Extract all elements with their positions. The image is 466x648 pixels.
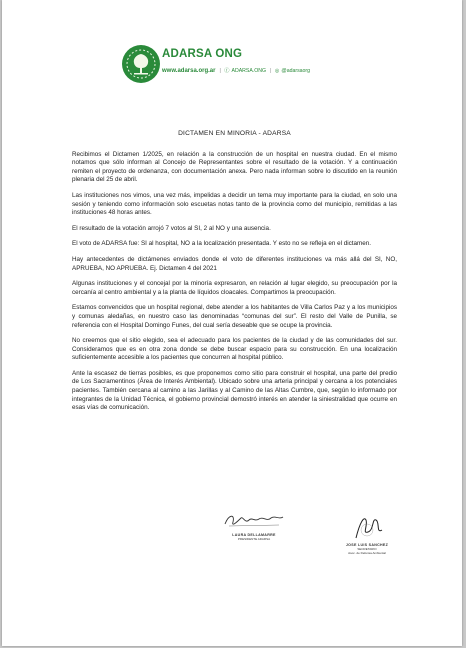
signer-left-name: LAURA DELLAMARRE [232,533,276,537]
signature-left [214,510,294,541]
paragraph-1: Recibimos el Dictamen 1/2025, en relación a la construcción de un hospital en nuestra ciudad. En el mismo notamos que sólo informan al Concejo de Representantes sobre el resultado de la votación. Y a continuación remiten el proyecto de ordenanza, con documentación anexa. Pero nada informan sobre lo discutido en la reunión plenaria del 25 de abril. [72,150,397,184]
website-link[interactable]: www.adarsa.org.ar [162,68,216,74]
facebook-icon: ⓕ [224,68,230,74]
paragraph-3: El resultado de la votación arrojó 7 votos al SI, 2 al NO y una ausencia. [72,224,271,232]
letterhead [122,45,382,89]
handwritten-signature-icon [219,510,289,532]
paragraph-7: Estamos convencidos que un hospital regional, debe atender a los habitantes de Villa Carlos Paz y a los municipios y comunas aledañas, en nuestro caso las denominadas “comunas del sur”. El resto del Valle de Punilla, se referencia con el Hospital Domingo Funes, del cual sería deseable que se ocupe la provincia. [72,304,397,329]
brand-name: ADARSA ONG [162,48,243,60]
tree-icon [122,45,160,83]
document-body [72,130,397,420]
handwritten-signature-icon [342,512,392,542]
paragraph-4: El voto de ADARSA fue: SI al hospital, NO a la localización presentada. Y esto no se refleja en el dictamen. [72,240,372,248]
document-page [2,0,462,646]
instagram-handle[interactable]: @adarsaorg [281,68,311,74]
paragraph-9: Ante la escasez de tierras posibles, es que proponemos como sitio para construir el hospital, una parte del predio de Los Sacramentinos (Área de Interés Ambiental). Ubicado sobre una arteria principal y cercana a los potenciales pacientes. También cercana al camino a las Jarillas y al Camino de las Altas Cumbre, que, según lo informado por integrantes de la Unidad Técnica, el gobierno provincial demostró interés en atender la siniestralidad que ocurre en esas vías de comunicación. [72,369,397,412]
paragraph-2: Las instituciones nos vimos, una vez más, impelidas a decidir un tema muy importante para la ciudad, en solo una sesión y teniendo como información solo escuetas notas tanto de la provincia como del municipio, remitidas a las instituciones 48 horas antes. [72,191,397,217]
adarsa-logo [122,45,160,83]
contact-line: www.adarsa.org.ar | ⓕ ADARSA.ONG | ◎ @adarsaorg [162,68,311,74]
signature-right [332,512,402,555]
facebook-handle[interactable]: ADARSA.ONG [231,68,267,74]
instagram-icon: ◎ [274,68,280,74]
document-title: DICTAMEN EN MINORIA - ADARSA [178,130,291,137]
signer-right-role: SECRETARIO [357,547,377,551]
paragraph-8: No creemos que el sitio elegido, sea el adecuado para los pacientes de la ciudad y de las comunidades del sur. Consideramos que es en otra zona donde se debe buscar espacio para su construcción. En una localización suficientemente accesible a los pacientes que concurren al hospital público. [72,337,397,362]
signer-right-org: Asoc. de Defensa Ambiental [348,551,386,555]
signer-left-role: PRESIDENTE ADARSA [237,537,271,541]
paragraph-6: Algunas instituciones y el concejal por la minoría expresaron, en relación al lugar elegido, su preocupación por la cercanía al centro ambiental y a la planta de líquidos cloacales. Compartimos la preocupación. [72,280,397,296]
paragraph-5: Hay antecedentes de dictámenes enviados donde el voto de diferentes instituciones va más allá del SI, NO, APRUEBA, NO APRUEBA. Ej. Dictamen 4 del 2021 [72,255,397,272]
signer-right-name: JOSE LUIS SANCHEZ [345,543,389,547]
